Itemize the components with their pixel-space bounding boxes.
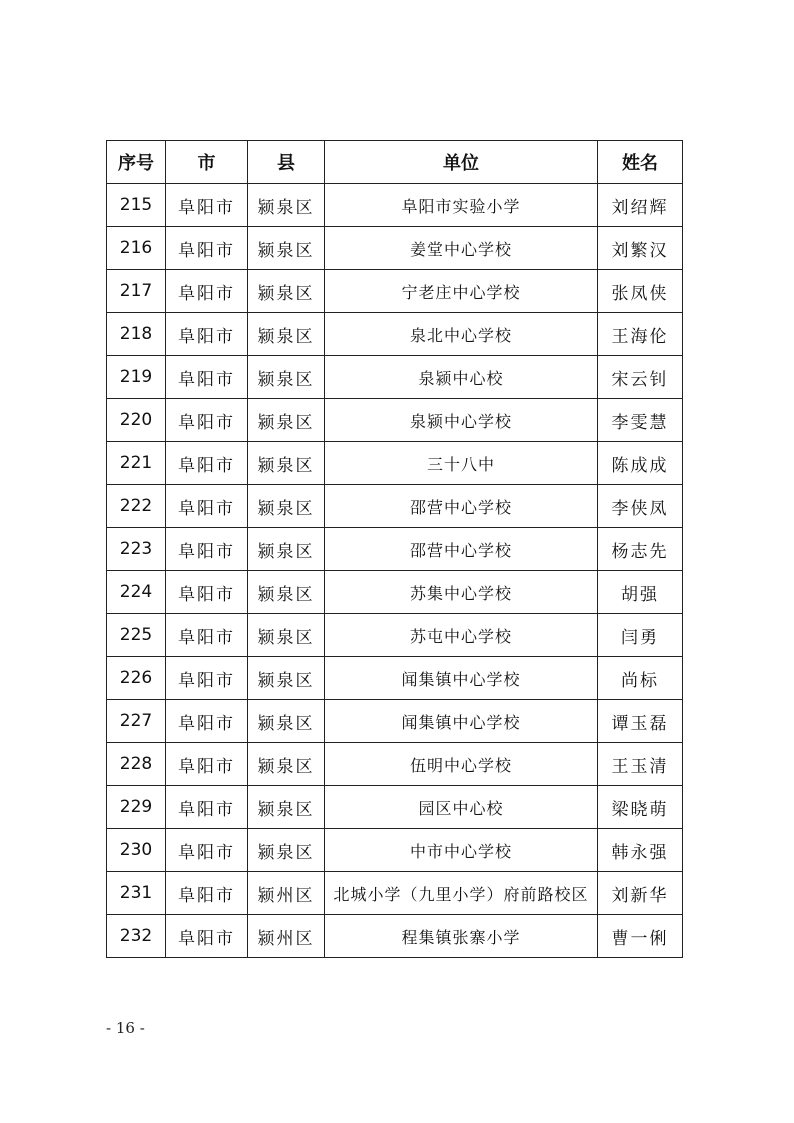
cell-index: 231 [107,872,166,915]
cell-city: 阜阳市 [166,786,248,829]
cell-name: 李雯慧 [598,399,683,442]
cell-unit: 阜阳市实验小学 [325,184,598,227]
cell-city: 阜阳市 [166,184,248,227]
cell-county: 颍泉区 [248,442,325,485]
cell-index: 216 [107,227,166,270]
cell-county: 颍泉区 [248,184,325,227]
cell-city: 阜阳市 [166,829,248,872]
table-row [107,743,683,786]
cell-county: 颍州区 [248,915,325,958]
cell-name: 杨志先 [598,528,683,571]
cell-unit: 三十八中 [325,442,598,485]
cell-city: 阜阳市 [166,270,248,313]
table-row [107,184,683,227]
table-row [107,270,683,313]
cell-city: 阜阳市 [166,743,248,786]
header-name: 姓名 [598,141,683,184]
cell-city: 阜阳市 [166,915,248,958]
cell-city: 阜阳市 [166,614,248,657]
cell-index: 228 [107,743,166,786]
cell-name: 闫勇 [598,614,683,657]
cell-city: 阜阳市 [166,227,248,270]
table-row [107,872,683,915]
cell-city: 阜阳市 [166,571,248,614]
cell-city: 阜阳市 [166,356,248,399]
cell-unit: 苏屯中心学校 [325,614,598,657]
cell-county: 颍泉区 [248,356,325,399]
table-body [107,184,683,958]
cell-unit: 宁老庄中心学校 [325,270,598,313]
cell-unit: 闻集镇中心学校 [325,700,598,743]
cell-county: 颍泉区 [248,270,325,313]
cell-index: 226 [107,657,166,700]
cell-index: 232 [107,915,166,958]
cell-name: 刘繁汉 [598,227,683,270]
cell-unit: 程集镇张寨小学 [325,915,598,958]
table-row [107,528,683,571]
cell-unit: 伍明中心学校 [325,743,598,786]
cell-unit: 苏集中心学校 [325,571,598,614]
cell-name: 刘新华 [598,872,683,915]
cell-unit: 中市中心学校 [325,829,598,872]
cell-index: 224 [107,571,166,614]
table-row [107,829,683,872]
cell-county: 颍泉区 [248,313,325,356]
cell-index: 222 [107,485,166,528]
cell-county: 颍泉区 [248,786,325,829]
cell-unit: 泉颍中心学校 [325,399,598,442]
cell-name: 韩永强 [598,829,683,872]
cell-unit: 邵营中心学校 [325,485,598,528]
cell-index: 227 [107,700,166,743]
table-row [107,485,683,528]
roster-table [106,140,683,958]
cell-county: 颍泉区 [248,399,325,442]
cell-unit: 泉颍中心校 [325,356,598,399]
cell-name: 胡强 [598,571,683,614]
cell-city: 阜阳市 [166,485,248,528]
cell-county: 颍泉区 [248,700,325,743]
table-row [107,614,683,657]
cell-unit: 北城小学（九里小学）府前路校区 [325,872,598,915]
cell-unit: 泉北中心学校 [325,313,598,356]
cell-index: 221 [107,442,166,485]
cell-county: 颍泉区 [248,227,325,270]
cell-name: 曹一俐 [598,915,683,958]
table-row [107,356,683,399]
cell-name: 刘绍辉 [598,184,683,227]
cell-county: 颍泉区 [248,743,325,786]
cell-city: 阜阳市 [166,872,248,915]
table-row [107,657,683,700]
cell-name: 谭玉磊 [598,700,683,743]
cell-unit: 邵营中心学校 [325,528,598,571]
cell-name: 陈成成 [598,442,683,485]
cell-index: 230 [107,829,166,872]
cell-name: 尚标 [598,657,683,700]
cell-index: 219 [107,356,166,399]
cell-index: 215 [107,184,166,227]
cell-city: 阜阳市 [166,399,248,442]
table-row [107,915,683,958]
table-header-row [107,141,683,184]
cell-city: 阜阳市 [166,442,248,485]
cell-name: 宋云钊 [598,356,683,399]
cell-index: 220 [107,399,166,442]
page-number: - 16 - [106,1019,145,1037]
cell-county: 颍泉区 [248,657,325,700]
cell-county: 颍泉区 [248,829,325,872]
cell-city: 阜阳市 [166,313,248,356]
table-row [107,571,683,614]
header-city: 市 [166,141,248,184]
cell-city: 阜阳市 [166,657,248,700]
cell-city: 阜阳市 [166,700,248,743]
cell-index: 229 [107,786,166,829]
header-county: 县 [248,141,325,184]
cell-index: 218 [107,313,166,356]
header-unit: 单位 [325,141,598,184]
cell-name: 张凤侠 [598,270,683,313]
table-row [107,786,683,829]
cell-county: 颍泉区 [248,571,325,614]
table-row [107,442,683,485]
cell-name: 王玉清 [598,743,683,786]
cell-unit: 姜堂中心学校 [325,227,598,270]
cell-index: 223 [107,528,166,571]
table-row [107,399,683,442]
cell-index: 217 [107,270,166,313]
cell-unit: 园区中心校 [325,786,598,829]
table-row [107,700,683,743]
cell-county: 颍泉区 [248,485,325,528]
table-row [107,313,683,356]
table-row [107,227,683,270]
cell-county: 颍泉区 [248,528,325,571]
cell-unit: 闻集镇中心学校 [325,657,598,700]
cell-name: 王海伦 [598,313,683,356]
cell-name: 李侠凤 [598,485,683,528]
cell-city: 阜阳市 [166,528,248,571]
cell-name: 梁晓萌 [598,786,683,829]
cell-county: 颍州区 [248,872,325,915]
cell-index: 225 [107,614,166,657]
header-index: 序号 [107,141,166,184]
cell-county: 颍泉区 [248,614,325,657]
